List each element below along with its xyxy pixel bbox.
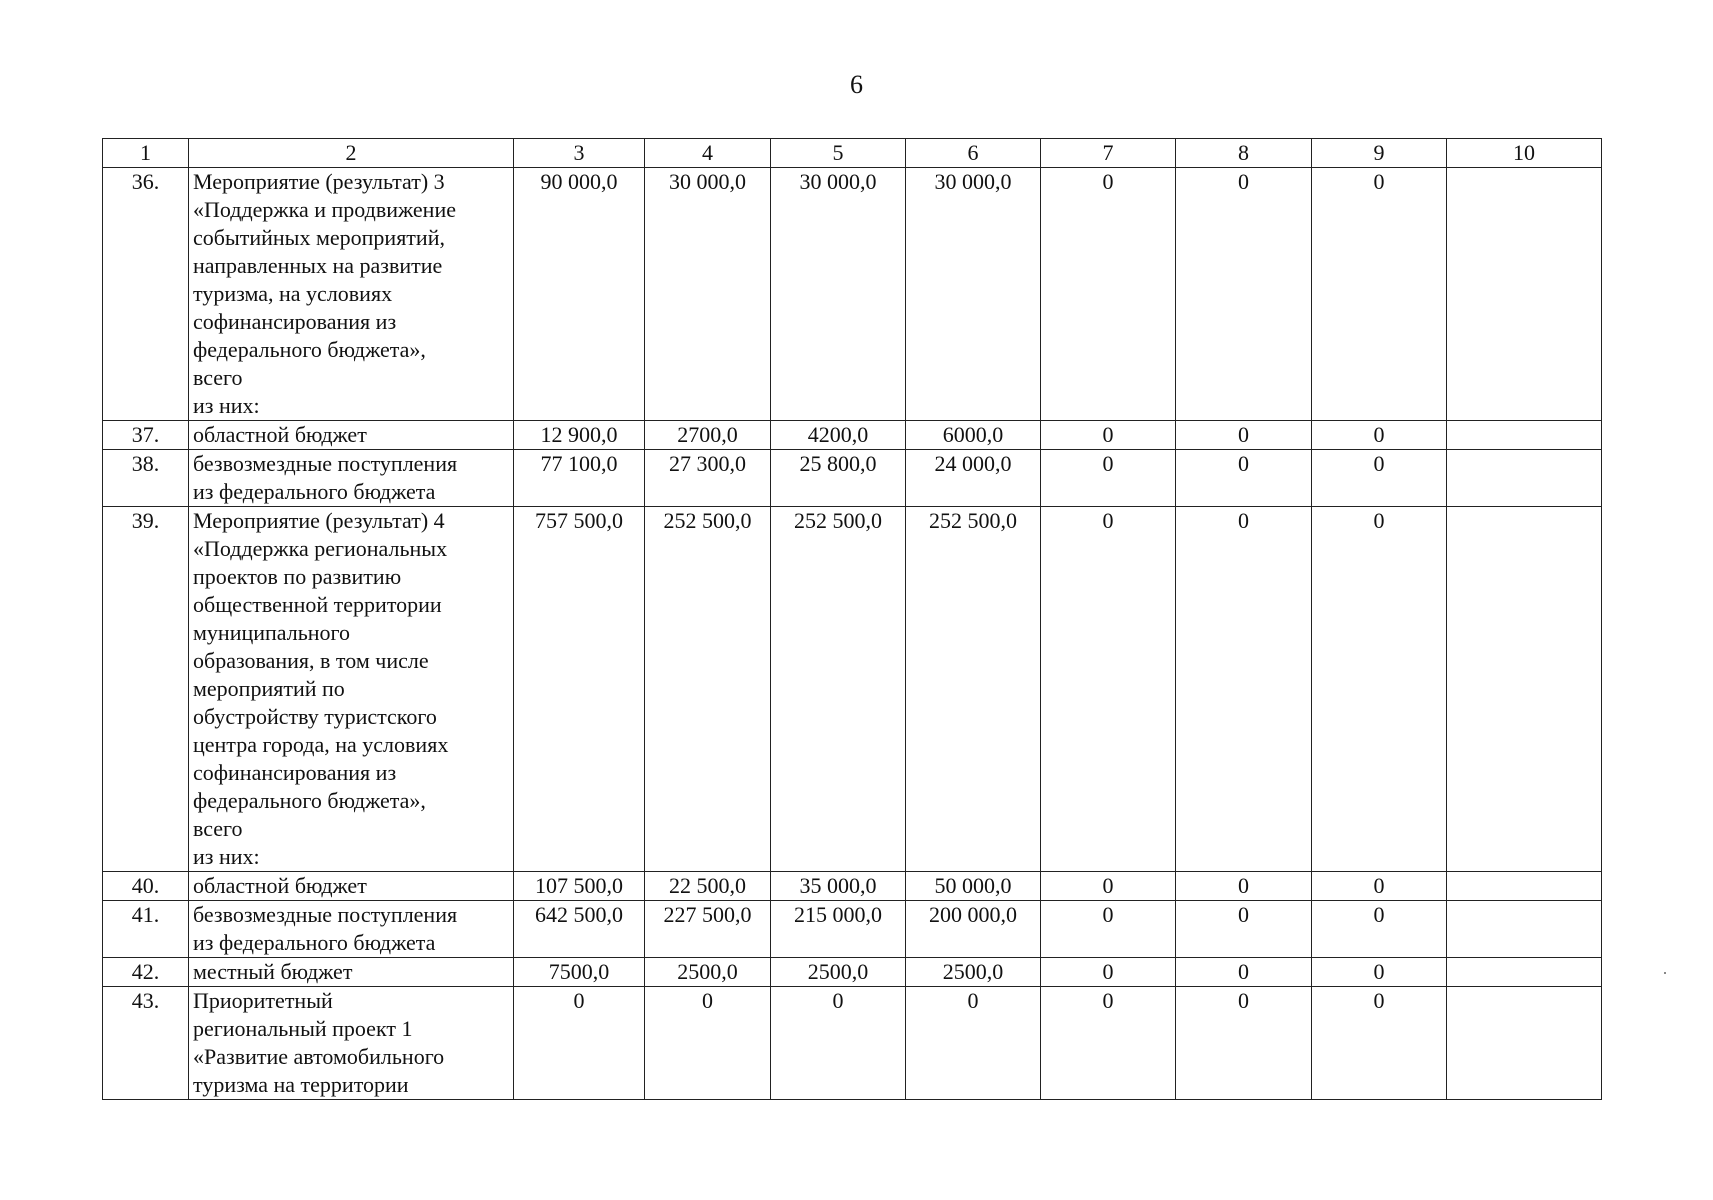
value-cell: 0	[1176, 901, 1312, 958]
row-number: 40.	[103, 872, 189, 901]
value-cell: 0	[1176, 421, 1312, 450]
value-cell: 200 000,0	[906, 901, 1041, 958]
table-row	[103, 901, 1602, 958]
value-cell: 252 500,0	[645, 507, 771, 872]
value-cell: 0	[1041, 872, 1176, 901]
table-row	[103, 450, 1602, 507]
value-cell: 0	[1041, 958, 1176, 987]
value-cell: 30 000,0	[645, 168, 771, 421]
column-header: 2	[189, 139, 514, 168]
value-cell: 0	[1176, 168, 1312, 421]
value-cell: 2500,0	[771, 958, 906, 987]
column-header: 5	[771, 139, 906, 168]
table-row	[103, 168, 1602, 421]
value-cell: 215 000,0	[771, 901, 906, 958]
value-cell: 50 000,0	[906, 872, 1041, 901]
value-cell: 0	[1312, 987, 1447, 1100]
value-cell: 90 000,0	[514, 168, 645, 421]
column-header: 3	[514, 139, 645, 168]
value-cell: 0	[1312, 450, 1447, 507]
value-cell	[1447, 958, 1602, 987]
value-cell: 2700,0	[645, 421, 771, 450]
table-row	[103, 958, 1602, 987]
value-cell: 25 800,0	[771, 450, 906, 507]
row-number: 42.	[103, 958, 189, 987]
value-cell: 0	[1312, 901, 1447, 958]
value-cell: 0	[645, 987, 771, 1100]
value-cell: 0	[1312, 507, 1447, 872]
value-cell	[1447, 507, 1602, 872]
value-cell	[1447, 901, 1602, 958]
value-cell: 0	[514, 987, 645, 1100]
row-description: безвозмездные поступления из федерального бюджета	[189, 450, 514, 507]
row-description: Мероприятие (результат) 4 «Поддержка региональных проектов по развитию общественной территории муниципального образования, в том числе мероприятий по обустройству туристского центра города, на условиях софинансирования из федерального бюджета», всего из них:	[189, 507, 514, 872]
value-cell: 22 500,0	[645, 872, 771, 901]
row-number: 38.	[103, 450, 189, 507]
column-header: 6	[906, 139, 1041, 168]
value-cell: 0	[1176, 872, 1312, 901]
value-cell: 107 500,0	[514, 872, 645, 901]
row-number: 36.	[103, 168, 189, 421]
value-cell: 0	[906, 987, 1041, 1100]
value-cell	[1447, 450, 1602, 507]
value-cell: 6000,0	[906, 421, 1041, 450]
row-description: областной бюджет	[189, 421, 514, 450]
table-row	[103, 507, 1602, 872]
value-cell: 0	[1176, 987, 1312, 1100]
value-cell: 77 100,0	[514, 450, 645, 507]
value-cell: 0	[1176, 450, 1312, 507]
scan-speck	[1664, 972, 1666, 974]
value-cell: 0	[1312, 168, 1447, 421]
row-number: 43.	[103, 987, 189, 1100]
value-cell	[1447, 168, 1602, 421]
value-cell: 35 000,0	[771, 872, 906, 901]
column-header: 4	[645, 139, 771, 168]
table-row	[103, 872, 1602, 901]
value-cell: 252 500,0	[906, 507, 1041, 872]
row-description: Приоритетный региональный проект 1 «Развитие автомобильного туризма на территории	[189, 987, 514, 1100]
value-cell: 0	[771, 987, 906, 1100]
value-cell: 0	[1041, 168, 1176, 421]
value-cell	[1447, 872, 1602, 901]
budget-table	[102, 138, 1602, 1100]
column-header: 9	[1312, 139, 1447, 168]
value-cell: 4200,0	[771, 421, 906, 450]
column-header: 8	[1176, 139, 1312, 168]
row-description: местный бюджет	[189, 958, 514, 987]
value-cell: 2500,0	[645, 958, 771, 987]
value-cell: 642 500,0	[514, 901, 645, 958]
value-cell	[1447, 987, 1602, 1100]
value-cell	[1447, 421, 1602, 450]
page-number: 6	[850, 70, 863, 99]
value-cell: 0	[1041, 450, 1176, 507]
value-cell: 757 500,0	[514, 507, 645, 872]
table-row	[103, 987, 1602, 1100]
row-number: 39.	[103, 507, 189, 872]
row-number: 37.	[103, 421, 189, 450]
row-description: областной бюджет	[189, 872, 514, 901]
value-cell: 30 000,0	[771, 168, 906, 421]
value-cell: 0	[1041, 987, 1176, 1100]
value-cell: 0	[1176, 507, 1312, 872]
value-cell: 227 500,0	[645, 901, 771, 958]
value-cell: 2500,0	[906, 958, 1041, 987]
value-cell: 24 000,0	[906, 450, 1041, 507]
column-number-row	[103, 139, 1602, 168]
column-header: 10	[1447, 139, 1602, 168]
value-cell: 30 000,0	[906, 168, 1041, 421]
row-description: Мероприятие (результат) 3 «Поддержка и продвижение событийных мероприятий, направленных на развитие туризма, на условиях софинансирования из федерального бюджета», всего из них:	[189, 168, 514, 421]
value-cell: 12 900,0	[514, 421, 645, 450]
value-cell: 0	[1312, 872, 1447, 901]
value-cell: 0	[1312, 421, 1447, 450]
column-header: 1	[103, 139, 189, 168]
value-cell: 0	[1041, 507, 1176, 872]
value-cell: 252 500,0	[771, 507, 906, 872]
table-row	[103, 421, 1602, 450]
value-cell: 27 300,0	[645, 450, 771, 507]
value-cell: 7500,0	[514, 958, 645, 987]
value-cell: 0	[1176, 958, 1312, 987]
value-cell: 0	[1041, 421, 1176, 450]
value-cell: 0	[1312, 958, 1447, 987]
column-header: 7	[1041, 139, 1176, 168]
row-description: безвозмездные поступления из федерального бюджета	[189, 901, 514, 958]
value-cell: 0	[1041, 901, 1176, 958]
row-number: 41.	[103, 901, 189, 958]
